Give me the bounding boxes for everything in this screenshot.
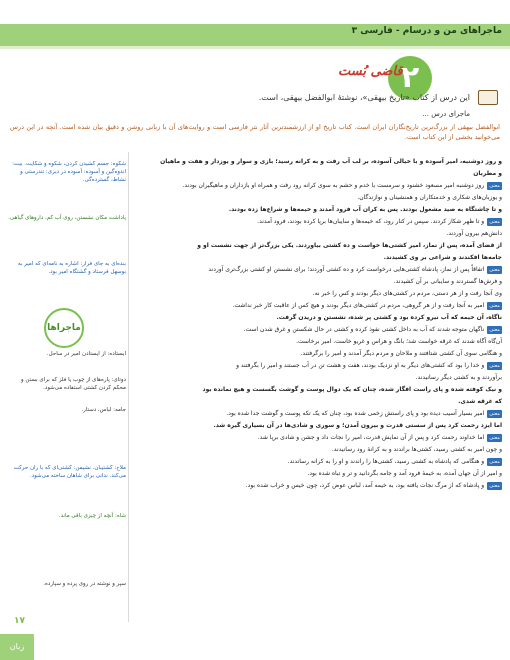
text-line <box>134 348 502 360</box>
text-line <box>134 300 502 312</box>
text-line <box>134 324 502 336</box>
line-text: اتفاقاً پس از نماز، پادشاه کشتی‌هایی درخواست کرد و ده کشتی آوردند؛ برای نشستن او کشتی بزرگ‌تری آوردند <box>208 266 485 273</box>
side-note: ایستاده: از ایستادن امیر در ساحل. <box>46 351 126 357</box>
line-text: جامه‌ها افکندند و شراعی بر وی کشیدند. <box>383 254 502 261</box>
meaning-tag: معنی <box>489 183 500 189</box>
line-text: و فرش‌ها گستردند و سایبانی بر آن کشیدند. <box>393 278 502 285</box>
meaning-tag: معنی <box>489 267 500 273</box>
header-band <box>0 24 510 46</box>
line-text: وی آنجا رفت و از هر دستی، مردم در کشتی‌های دیگر بودند و کس را خبر نه. <box>312 290 502 297</box>
line-text: و هنگامی سوی آن کشتی شتافتند و ملاحان و مردم دیگر آمدند و امیر را برگرفتند. <box>300 350 502 357</box>
lesson-subtitle: ماجرای درس ... <box>422 110 470 118</box>
side-note: پاداشت مکان نشستن، روی آب کم، داروهای گیاهی. <box>8 215 126 221</box>
text-line <box>134 240 502 252</box>
meaning-tag: معنی <box>489 327 500 333</box>
line-text: و مطربان <box>473 170 502 177</box>
side-note: جامه: لباس، دستار. <box>81 407 126 413</box>
text-line <box>134 252 502 264</box>
side-note: شاه: آنچه از چیزی باقی ماند. <box>58 513 126 519</box>
line-text: از قضای آمده، پس از نماز، امیر کشتی‌ها خواست و ده کشتی بیاوردند. یکی بزرگ‌تر از جهت نشست او و <box>197 242 502 249</box>
text-line <box>134 204 502 216</box>
meaning-tag: معنی <box>489 459 500 465</box>
meaning-tag: معنی <box>489 303 500 309</box>
side-note: ملاح: کشتیبان. نشیمن: کشتی‌ای که با ران حرکت می‌کند. ندانی برای شاهان ساخته می‌شود. <box>13 465 126 479</box>
side-note: سپر و نوشته در روی پرده و سپارده. <box>43 581 126 587</box>
line-text: و تا چاشتگاه به صید مشغول بودند. پس به کران آب فرود آمدند و خیمه‌ها و شراع‌ها زده بودند. <box>228 206 502 213</box>
text-line <box>134 408 502 420</box>
meaning-tag: معنی <box>489 219 500 225</box>
page-number: ۱۷ <box>14 616 25 626</box>
publisher-logo: ماجراها <box>44 308 84 348</box>
text-line <box>134 264 502 276</box>
line-text: ناگهان متوجه شدند که آب به داخل کشتی نفوذ کرده و کشتی در حال شکستن و غرق شدن است. <box>243 326 485 333</box>
line-text: امیر بسیار آسیب دیده بود و پای راستش زخمی شده بود، چنان که یک تکه پوست و گوشت جدا شده بود. <box>226 410 485 417</box>
side-note: بنده‌ای به جای فرار: اشاره به نامه‌ای که امیر به بوسهل فرستاد و گشتگاه امیر بود. <box>17 261 126 275</box>
text-line <box>134 444 502 456</box>
text-line <box>134 216 502 228</box>
text-line <box>134 228 502 240</box>
text-line <box>134 156 502 168</box>
line-text: که غرقه شدی. <box>458 398 502 405</box>
text-line <box>134 168 502 180</box>
lesson-intro: این درس از کتاب «تاریخ بیهقی»، نوشتهٔ ابوالفضل بیهقی، است. <box>258 93 470 102</box>
text-line <box>134 180 502 192</box>
text-line <box>134 480 502 492</box>
text-line <box>134 468 502 480</box>
book-icon <box>478 90 498 105</box>
lesson-number-badge: ۲ <box>388 56 432 100</box>
line-text: و یوزبان‌های شکاری و خدمتکاران و همنشینان و نوازندگان. <box>357 194 502 201</box>
line-text: اما ایزد رحمت کرد پس از سستی قدرت و بیرون آمدن؛ و سوری و شادی‌ها در آن بسیاری گیره شد. <box>213 422 502 429</box>
text-line <box>134 432 502 444</box>
line-text: روز دوشنبه امیر مسعود خشنود و سرمست با خدم و حشم به سوی کرانه رود رفت و همراه او بازداران و ماهیگیران بودند. <box>182 182 485 189</box>
text-line <box>134 360 502 372</box>
line-text: و روز دوشنبه، امیر آسوده و با خیالی آسوده، بر لب آب رفت و به کرانه رسید؛ بازی و سوار و یوزدار و هفت و ماهیان <box>160 158 502 165</box>
meaning-tag: معنی <box>489 435 500 441</box>
line-text: و تا ظهر شکار کردند. سپس در کنار رود، که خیمه‌ها و سایبان‌ها برپا کرده بودند، فرود آمدند. <box>257 218 485 225</box>
line-text: آن‌گاه آگاه شدند که غرقه خواست شد؛ بانگ و هراس و غریو خاست. امیر برخاست. <box>296 338 502 345</box>
line-text: و خدا را بود که کشتی‌های دیگر به او نزدیک بودند، هفت و هشت تن در آب جستند و امیر را بگرفتند و <box>236 362 485 369</box>
line-text: و هنگامی که پادشاه به کشتی رسید، کشتی‌ها را راندند و او را به کرانه رساندند. <box>287 458 485 465</box>
text-line <box>134 372 502 384</box>
text-line <box>134 276 502 288</box>
lesson-intro-paragraph: ابوالفضل بیهقی از بزرگ‌ترین تاریخ‌نگاران ایران است. کتاب تاریخ او از ارزشمندترین آثار نثر فارسی است و روایت‌های آن با زبانی روشن و دقیق بیان شده است. آنچه در این درس می‌خوانید بخشی از این کتاب است. <box>10 123 500 141</box>
meaning-tag: معنی <box>489 483 500 489</box>
meaning-tag: معنی <box>489 411 500 417</box>
line-text: امیر به آنجا رفت و از هر گروهی، مردم در کشتی‌های دیگر بودند و هیچ کس از عاقبت کار خبر نداشت. <box>232 302 485 309</box>
text-line <box>134 396 502 408</box>
main-text-column <box>134 156 502 492</box>
header-stripe <box>0 46 510 49</box>
side-note: شکوه: جسم کشیدن کردن، شکوه و شکایت. بیت: اندوه‌گین و آسوده: آسوده در دیزی: تندرستی و نشاط، گسترده‌گی. <box>12 161 126 183</box>
line-text: و امیر از آن جهان آمده، به خیمهٔ فرود آمد و جامه بگردانید و تر و تباه شده بود. <box>307 470 502 477</box>
text-line <box>134 336 502 348</box>
text-line <box>134 456 502 468</box>
side-note: دوتای: پاره‌های از چوب یا فلز که برای بستن و محکم کردن کشتی استفاده می‌شود. <box>20 377 126 391</box>
meaning-tag: معنی <box>489 363 500 369</box>
column-divider <box>128 152 129 622</box>
line-text: برآوردند و به کشتی دیگر رسانیدند. <box>415 374 502 381</box>
line-text: و نیک کوفته شده و پای راست افگار شده، چنان که یک دوال پوست و گوشت بگسست و هیچ نمانده بود <box>202 386 502 393</box>
text-line <box>134 420 502 432</box>
line-text: دانش‌هم بیرون آوردند. <box>446 230 502 237</box>
line-text: و چون امیر به کشتی رسید، کشتی‌ها براندند و به کرانهٔ رود رسانیدند. <box>331 446 502 453</box>
line-text: و پادشاه که از مرگ نجات یافته بود، به خیمه آمد، لباس عوض کرد، چون خیس و خراب شده بود. <box>245 482 485 489</box>
text-line <box>134 192 502 204</box>
line-text: اما خداوند رحمت کرد و پس از آن نمایش قدرت، امیر را نجات داد و جشن و شادی برپا شد. <box>257 434 485 441</box>
lesson-title: قاضی بُست <box>338 64 403 79</box>
text-line <box>134 288 502 300</box>
book-title: ماجراهای من و درسام - فارسی ۳ <box>351 26 502 36</box>
text-line <box>134 312 502 324</box>
line-text: ناگاه، آن خیمه که آب نیرو کرده بود و کشتی پر شده، نشستن و دریدن گرفت. <box>276 314 502 321</box>
corner-badge: زبان <box>0 634 34 660</box>
text-line <box>134 384 502 396</box>
